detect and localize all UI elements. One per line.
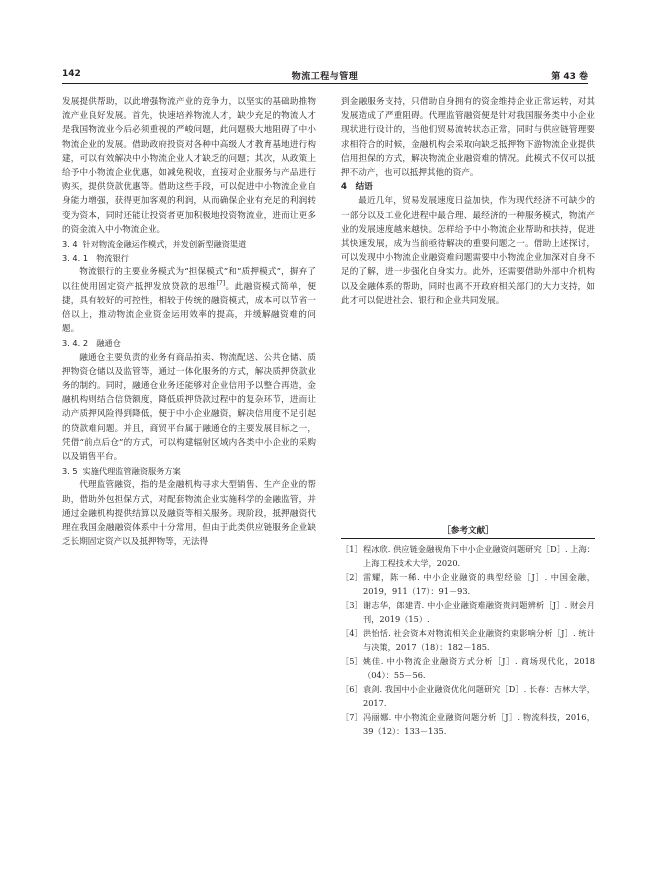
reference-text: 袁剑. 我国中小企业融资优化问题研究［D］. 长春：吉林大学，2017. (363, 684, 595, 708)
section-title: 结语 (355, 182, 373, 193)
section-number: 3. 4. 1 (62, 253, 89, 264)
reference-item (341, 682, 595, 710)
reference-number: ［1］ (341, 544, 363, 554)
reference-item (341, 626, 595, 654)
paragraph: 代理监管融资，指的是金融机构寻求大型销售、生产企业的帮助，借助外包担保方式，对配套物流企业实施科学的金融监管，并通过金融机构提供结算以及融资等相关服务。现阶段，抵押融资代理在我国金融融资体系中十分常用，但由于此类供应链服务企业缺乏长期固定资产以及抵押物等，无法得 (62, 480, 316, 548)
section-number: 3. 4. 2 (62, 338, 89, 349)
paragraph-text: 。此融资模式简单，便捷，具有较好的可控性，相较于传统的融资模式，成本可以节省一倍以上，推动物流企业资金运用效率的提高，并缓解融资难的问题。 (62, 281, 316, 335)
journal-title: 物流工程与管理 (291, 72, 359, 82)
reference-item (341, 570, 595, 598)
reference-text: 姚佳. 中小物流企业融资方式分析［J］. 商场现代化，2018（04）：55－56. (363, 656, 595, 680)
volume-label: 第 43 卷 (551, 72, 588, 82)
section-heading-3-4 (62, 237, 316, 251)
paragraph: 最近几年，贸易发展速度日益加快，作为现代经济不可缺少的一部分以及工业化进程中最合理、最经济的一种服务模式，物流产业的发展速度越来越快。怎样给予中小物流企业帮助和扶持，促进其快速发展，成为当前亟待解决的重要问题之一。借助上述探讨，可以发现中小物流企业融资难问题需要中小物流企业加深对自身不足的了解，进一步强化自身实力。此外，还需要借助外部中介机构以及金融体系的帮助，同时也离不开政府相关部门的大力支持，如此才可以促进社会、银行和企业共同发展。 (341, 196, 595, 306)
section-heading-4 (341, 180, 595, 194)
reference-number: ［5］ (341, 656, 363, 666)
section-heading-3-4-1 (62, 251, 316, 265)
reference-number: ［6］ (341, 684, 363, 694)
paragraph: 发展提供帮助，以此增强物流产业的竞争力，以坚实的基础助推物流产业良好发展。首先，快速培养物流人才，缺少充足的物流人才是我国物流业今后必须重视的严峻问题，此问题极大地阻碍了中小物流企业的发展。借助政府投资对各种中高级人才教育基地进行构建，可以有效解决中小物流企业人才缺乏的问题；其次，从政策上给予中小物流企业优惠，如减免税收，直接对企业服务与产品进行购买，提供贷款优惠等。借助这些手段，可以促进中小物流企业自身能力增强，获得更加客观的利润，从而确保企业有充足的利润转变为资本，同时还能让投资者更加积极地投资物流业，进而让更多的资金流入中小物流企业。 (62, 97, 316, 235)
section-title: 物流银行 (96, 253, 129, 264)
section-heading-3-5 (62, 464, 316, 478)
reference-number: ［7］ (341, 712, 363, 722)
reference-text: 洪怡恬. 社会资本对物流相关企业融资约束影响分析［J］. 统计与决策，2017（18）：182－185. (363, 628, 595, 652)
left-column (62, 95, 316, 550)
reference-item (341, 598, 595, 626)
paragraph: 到金融服务支持，只借助自身拥有的资金维持企业正常运转，对其发展造成了严重阻碍。代理监管融资便是针对我国服务类中小企业现状进行设计的，当他们贸易流转状态正常，同时与供应链管理要求相符合的时候，金融机构会采取向缺乏抵押物下游物流企业提供信用担保的方式，解决物流企业融资难的情况。此模式不仅可以抵押不动产，也可以抵押其他的资产。 (341, 97, 595, 179)
reference-number: ［3］ (341, 600, 363, 610)
paragraph: 融通仓主要负责的业务有商品拍卖、物流配送、公共仓储、质押物资仓储以及监管等，通过一体化服务的方式，解决质押贷款业务的制约。同时，融通仓业务还能够对企业信用予以整合再造，金融机构则结合信贷额度，降低质押贷款过程中的复杂环节，进而让动产质押风险得到降低，便于中小企业融资，解决信用度不足引起的贷款难问题。并且，商贸平台属于融通仓的主要发展目标之一，凭借“前点后仓”的方式，可以构建辐射区域内各类中小企业的采购以及销售平台。 (62, 352, 316, 463)
section-title: 融通仓 (96, 338, 121, 349)
reference-item (341, 654, 595, 682)
section-title: 针对物流金融运作模式，并发创新型融资渠道 (82, 239, 247, 250)
reference-text: 谢志华，郎建青. 中小企业融资难融资贵问题辨析［J］. 财会月刊，2019（15）. (363, 600, 595, 624)
references-rule (341, 538, 595, 539)
right-column (341, 95, 595, 308)
section-title: 实施代理监管融资服务方案 (82, 466, 181, 477)
page-number: 142 (62, 69, 81, 79)
section-heading-3-4-2 (62, 336, 316, 350)
section-number: 3. 4 (62, 239, 78, 250)
paragraph (62, 265, 316, 336)
section-number: 3. 5 (62, 466, 78, 477)
reference-number: ［2］ (341, 572, 363, 582)
reference-item (341, 542, 595, 570)
references-list (341, 542, 595, 738)
reference-text: 冯丽娜. 中小物流企业融资问题分析［J］. 物流科技，2016，39（12）：133－135. (363, 712, 595, 736)
section-number: 4 (341, 182, 347, 193)
reference-text: 雷耀，陈一稀. 中小企业融资的典型经验［J］. 中国金融，2019，911（17）：91－93. (363, 572, 595, 596)
references-title: ［参考文献］ (442, 526, 494, 536)
reference-number: ［4］ (341, 628, 363, 638)
reference-text: 程冰欣. 供应链金融视角下中小企业融资问题研究［D］. 上海：上海工程技术大学，2020. (363, 544, 595, 568)
paragraph-text: 物流银行的主要业务模式为“担保模式”和“质押模式”，摒弃了以往使用固定资产抵押发放贷款的思维 (62, 267, 316, 292)
header-rule (62, 83, 588, 84)
reference-item (341, 710, 595, 738)
citation-marker: [7] (216, 279, 226, 287)
